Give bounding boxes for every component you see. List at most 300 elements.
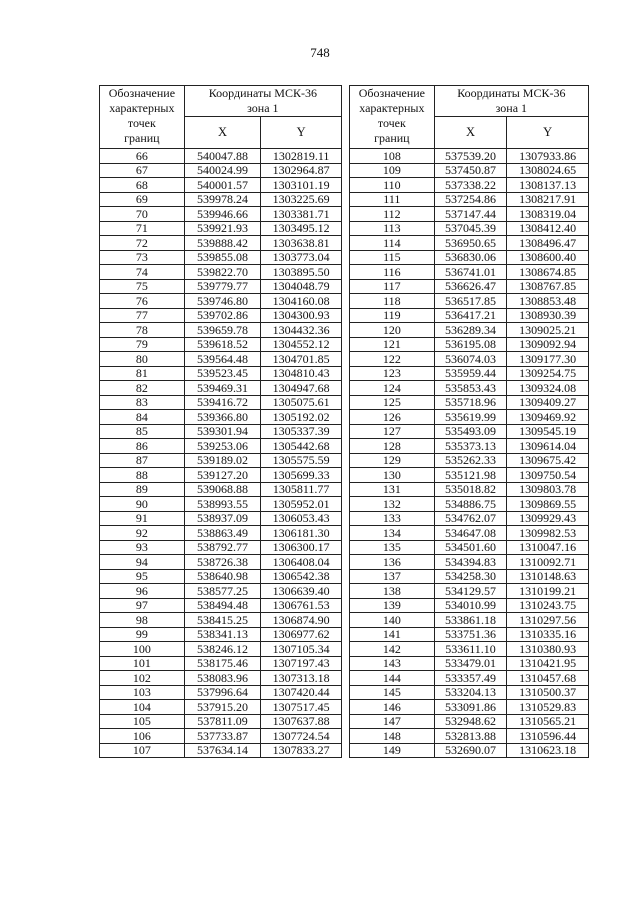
- point-number-cell: 141: [350, 627, 435, 642]
- x-coordinate-cell: 535373.13: [434, 439, 507, 454]
- point-number-cell: 148: [350, 729, 435, 744]
- x-coordinate-cell: 535718.96: [434, 395, 507, 410]
- y-coordinate-cell: 1304160.08: [261, 294, 342, 309]
- x-coordinate-cell: 539068.88: [184, 482, 261, 497]
- x-coordinate-cell: 536626.47: [434, 279, 507, 294]
- y-coordinate-cell: 1306977.62: [261, 627, 342, 642]
- y-coordinate-cell: 1310335.16: [507, 627, 589, 642]
- y-coordinate-cell: 1303773.04: [261, 250, 342, 265]
- x-coordinate-cell: 539946.66: [184, 207, 261, 222]
- x-coordinate-cell: 532813.88: [434, 729, 507, 744]
- y-coordinate-cell: 1306761.53: [261, 598, 342, 613]
- header-point-designation: [100, 86, 185, 149]
- y-coordinate-cell: 1303895.50: [261, 265, 342, 280]
- point-number-cell: 102: [100, 671, 185, 686]
- table-row: [350, 685, 589, 700]
- table-row: [100, 337, 342, 352]
- table-row: [100, 714, 342, 729]
- point-number-cell: 136: [350, 555, 435, 570]
- point-number-cell: 131: [350, 482, 435, 497]
- table-row: [350, 569, 589, 584]
- table-row: [350, 163, 589, 178]
- x-coordinate-cell: 540001.57: [184, 178, 261, 193]
- y-coordinate-cell: 1309469.92: [507, 410, 589, 425]
- x-coordinate-cell: 539189.02: [184, 453, 261, 468]
- x-coordinate-cell: 539822.70: [184, 265, 261, 280]
- x-coordinate-cell: 533204.13: [434, 685, 507, 700]
- y-coordinate-cell: 1308767.85: [507, 279, 589, 294]
- table-row: [100, 671, 342, 686]
- x-coordinate-cell: 539702.86: [184, 308, 261, 323]
- point-number-cell: 66: [100, 149, 185, 164]
- point-number-cell: 126: [350, 410, 435, 425]
- table-body-left: [100, 149, 342, 758]
- point-number-cell: 76: [100, 294, 185, 309]
- x-coordinate-cell: 537450.87: [434, 163, 507, 178]
- point-number-cell: 112: [350, 207, 435, 222]
- point-number-cell: 79: [100, 337, 185, 352]
- x-coordinate-cell: 533751.36: [434, 627, 507, 642]
- y-coordinate-cell: 1310529.83: [507, 700, 589, 715]
- x-coordinate-cell: 535262.33: [434, 453, 507, 468]
- header-coord-line: Координаты МСК-36: [208, 86, 317, 100]
- table-row: [100, 381, 342, 396]
- table-row: [100, 192, 342, 207]
- header-coordinates: [184, 86, 341, 117]
- table-row: [350, 453, 589, 468]
- table-row: [100, 497, 342, 512]
- table-row: [350, 555, 589, 570]
- x-coordinate-cell: 533611.10: [434, 642, 507, 657]
- table-row: [100, 613, 342, 628]
- y-coordinate-cell: 1305075.61: [261, 395, 342, 410]
- x-coordinate-cell: 539127.20: [184, 468, 261, 483]
- x-coordinate-cell: 534394.83: [434, 555, 507, 570]
- table-row: [100, 511, 342, 526]
- table-row: [100, 149, 342, 164]
- header-x: X: [434, 117, 507, 149]
- table-row: [350, 294, 589, 309]
- header-point-line: характерных: [359, 101, 425, 115]
- y-coordinate-cell: 1309675.42: [507, 453, 589, 468]
- header-point-line: границ: [124, 131, 160, 145]
- table-row: [100, 584, 342, 599]
- table-row: [350, 540, 589, 555]
- table-row: [350, 221, 589, 236]
- point-number-cell: 93: [100, 540, 185, 555]
- point-number-cell: 105: [100, 714, 185, 729]
- x-coordinate-cell: 537539.20: [434, 149, 507, 164]
- x-coordinate-cell: 537254.86: [434, 192, 507, 207]
- point-number-cell: 91: [100, 511, 185, 526]
- x-coordinate-cell: 533091.86: [434, 700, 507, 715]
- table-row: [100, 526, 342, 541]
- y-coordinate-cell: 1309177.30: [507, 352, 589, 367]
- y-coordinate-cell: 1310199.21: [507, 584, 589, 599]
- x-coordinate-cell: 532948.62: [434, 714, 507, 729]
- x-coordinate-cell: 538083.96: [184, 671, 261, 686]
- y-coordinate-cell: 1308600.40: [507, 250, 589, 265]
- y-coordinate-cell: 1310457.68: [507, 671, 589, 686]
- table-row: [350, 250, 589, 265]
- table-row: [350, 743, 589, 758]
- y-coordinate-cell: 1305575.59: [261, 453, 342, 468]
- point-number-cell: 95: [100, 569, 185, 584]
- x-coordinate-cell: 540024.99: [184, 163, 261, 178]
- point-number-cell: 87: [100, 453, 185, 468]
- point-number-cell: 124: [350, 381, 435, 396]
- point-number-cell: 89: [100, 482, 185, 497]
- point-number-cell: 122: [350, 352, 435, 367]
- table-row: [350, 671, 589, 686]
- y-coordinate-cell: 1310148.63: [507, 569, 589, 584]
- y-coordinate-cell: 1310380.93: [507, 642, 589, 657]
- x-coordinate-cell: 537045.39: [434, 221, 507, 236]
- point-number-cell: 135: [350, 540, 435, 555]
- x-coordinate-cell: 539416.72: [184, 395, 261, 410]
- page-number: 748: [310, 45, 330, 60]
- point-number-cell: 116: [350, 265, 435, 280]
- point-number-cell: 85: [100, 424, 185, 439]
- table-row: [100, 352, 342, 367]
- table-row: [350, 236, 589, 251]
- table-row: [100, 163, 342, 178]
- y-coordinate-cell: 1307313.18: [261, 671, 342, 686]
- x-coordinate-cell: 539659.78: [184, 323, 261, 338]
- y-coordinate-cell: 1309982.53: [507, 526, 589, 541]
- y-coordinate-cell: 1308412.40: [507, 221, 589, 236]
- table-row: [350, 656, 589, 671]
- y-coordinate-cell: 1307637.88: [261, 714, 342, 729]
- y-coordinate-cell: 1308217.91: [507, 192, 589, 207]
- point-number-cell: 82: [100, 381, 185, 396]
- x-coordinate-cell: 537338.22: [434, 178, 507, 193]
- y-coordinate-cell: 1309254.75: [507, 366, 589, 381]
- table-row: [100, 178, 342, 193]
- header-point-line: характерных: [109, 101, 175, 115]
- point-number-cell: 137: [350, 569, 435, 584]
- point-number-cell: 94: [100, 555, 185, 570]
- point-number-cell: 104: [100, 700, 185, 715]
- x-coordinate-cell: 538993.55: [184, 497, 261, 512]
- x-coordinate-cell: 538640.98: [184, 569, 261, 584]
- x-coordinate-cell: 539366.80: [184, 410, 261, 425]
- y-coordinate-cell: 1310596.44: [507, 729, 589, 744]
- x-coordinate-cell: 534501.60: [434, 540, 507, 555]
- point-number-cell: 128: [350, 439, 435, 454]
- table-row: [350, 511, 589, 526]
- x-coordinate-cell: 532690.07: [434, 743, 507, 758]
- table-row: [350, 439, 589, 454]
- x-coordinate-cell: 535493.09: [434, 424, 507, 439]
- point-number-cell: 108: [350, 149, 435, 164]
- x-coordinate-cell: 536074.03: [434, 352, 507, 367]
- header-y: Y: [261, 117, 342, 149]
- point-number-cell: 106: [100, 729, 185, 744]
- x-coordinate-cell: 539253.06: [184, 439, 261, 454]
- x-coordinate-cell: 539888.42: [184, 236, 261, 251]
- x-coordinate-cell: 535959.44: [434, 366, 507, 381]
- y-coordinate-cell: 1304432.36: [261, 323, 342, 338]
- point-number-cell: 115: [350, 250, 435, 265]
- x-coordinate-cell: 539523.45: [184, 366, 261, 381]
- y-coordinate-cell: 1308024.65: [507, 163, 589, 178]
- x-coordinate-cell: 538175.46: [184, 656, 261, 671]
- point-number-cell: 84: [100, 410, 185, 425]
- coordinates-table-right: [349, 85, 589, 758]
- table-row: [100, 743, 342, 758]
- table-row: [100, 265, 342, 280]
- table-row: [100, 308, 342, 323]
- y-coordinate-cell: 1310243.75: [507, 598, 589, 613]
- y-coordinate-cell: 1308853.48: [507, 294, 589, 309]
- table-row: [350, 598, 589, 613]
- table-row: [350, 729, 589, 744]
- x-coordinate-cell: 535853.43: [434, 381, 507, 396]
- y-coordinate-cell: 1304552.12: [261, 337, 342, 352]
- y-coordinate-cell: 1304810.43: [261, 366, 342, 381]
- point-number-cell: 81: [100, 366, 185, 381]
- y-coordinate-cell: 1303101.19: [261, 178, 342, 193]
- x-coordinate-cell: 534010.99: [434, 598, 507, 613]
- y-coordinate-cell: 1309545.19: [507, 424, 589, 439]
- point-number-cell: 120: [350, 323, 435, 338]
- header-point-line: точек: [377, 116, 406, 130]
- point-number-cell: 72: [100, 236, 185, 251]
- point-number-cell: 99: [100, 627, 185, 642]
- y-coordinate-cell: 1302964.87: [261, 163, 342, 178]
- point-number-cell: 119: [350, 308, 435, 323]
- header-coordinates: [434, 86, 588, 117]
- table-row: [100, 279, 342, 294]
- x-coordinate-cell: 538415.25: [184, 613, 261, 628]
- point-number-cell: 123: [350, 366, 435, 381]
- y-coordinate-cell: 1307197.43: [261, 656, 342, 671]
- y-coordinate-cell: 1306408.04: [261, 555, 342, 570]
- point-number-cell: 70: [100, 207, 185, 222]
- x-coordinate-cell: 536830.06: [434, 250, 507, 265]
- table-row: [350, 308, 589, 323]
- y-coordinate-cell: 1306639.40: [261, 584, 342, 599]
- x-coordinate-cell: 535121.98: [434, 468, 507, 483]
- x-coordinate-cell: 538726.38: [184, 555, 261, 570]
- point-number-cell: 144: [350, 671, 435, 686]
- y-coordinate-cell: 1306181.30: [261, 526, 342, 541]
- x-coordinate-cell: 536195.08: [434, 337, 507, 352]
- point-number-cell: 88: [100, 468, 185, 483]
- point-number-cell: 149: [350, 743, 435, 758]
- y-coordinate-cell: 1310623.18: [507, 743, 589, 758]
- x-coordinate-cell: 538246.12: [184, 642, 261, 657]
- table-row: [350, 627, 589, 642]
- header-point-line: Обозначение: [108, 86, 176, 100]
- y-coordinate-cell: 1309869.55: [507, 497, 589, 512]
- point-number-cell: 101: [100, 656, 185, 671]
- table-row: [350, 207, 589, 222]
- y-coordinate-cell: 1310500.37: [507, 685, 589, 700]
- point-number-cell: 107: [100, 743, 185, 758]
- point-number-cell: 75: [100, 279, 185, 294]
- y-coordinate-cell: 1302819.11: [261, 149, 342, 164]
- x-coordinate-cell: 538937.09: [184, 511, 261, 526]
- point-number-cell: 130: [350, 468, 435, 483]
- point-number-cell: 98: [100, 613, 185, 628]
- y-coordinate-cell: 1305192.02: [261, 410, 342, 425]
- point-number-cell: 121: [350, 337, 435, 352]
- point-number-cell: 90: [100, 497, 185, 512]
- y-coordinate-cell: 1307517.45: [261, 700, 342, 715]
- table-row: [100, 439, 342, 454]
- point-number-cell: 146: [350, 700, 435, 715]
- y-coordinate-cell: 1308137.13: [507, 178, 589, 193]
- table-row: [100, 656, 342, 671]
- table-row: [100, 323, 342, 338]
- table-row: [100, 221, 342, 236]
- x-coordinate-cell: 533479.01: [434, 656, 507, 671]
- table-row: [100, 250, 342, 265]
- point-number-cell: 127: [350, 424, 435, 439]
- x-coordinate-cell: 539301.94: [184, 424, 261, 439]
- table-row: [350, 265, 589, 280]
- y-coordinate-cell: 1306542.38: [261, 569, 342, 584]
- x-coordinate-cell: 534762.07: [434, 511, 507, 526]
- point-number-cell: 110: [350, 178, 435, 193]
- x-coordinate-cell: 535018.82: [434, 482, 507, 497]
- y-coordinate-cell: 1310092.71: [507, 555, 589, 570]
- point-number-cell: 71: [100, 221, 185, 236]
- table-row: [100, 410, 342, 425]
- point-number-cell: 140: [350, 613, 435, 628]
- x-coordinate-cell: 537811.09: [184, 714, 261, 729]
- table-row: [100, 642, 342, 657]
- y-coordinate-cell: 1308496.47: [507, 236, 589, 251]
- table-row: [350, 323, 589, 338]
- point-number-cell: 138: [350, 584, 435, 599]
- y-coordinate-cell: 1309750.54: [507, 468, 589, 483]
- point-number-cell: 73: [100, 250, 185, 265]
- table-row: [100, 627, 342, 642]
- x-coordinate-cell: 536950.65: [434, 236, 507, 251]
- point-number-cell: 96: [100, 584, 185, 599]
- table-row: [350, 714, 589, 729]
- y-coordinate-cell: 1303495.12: [261, 221, 342, 236]
- y-coordinate-cell: 1308319.04: [507, 207, 589, 222]
- point-number-cell: 142: [350, 642, 435, 657]
- x-coordinate-cell: 539618.52: [184, 337, 261, 352]
- point-number-cell: 86: [100, 439, 185, 454]
- table-row: [100, 482, 342, 497]
- table-row: [100, 236, 342, 251]
- table-row: [100, 395, 342, 410]
- table-row: [350, 279, 589, 294]
- x-coordinate-cell: 539978.24: [184, 192, 261, 207]
- table-row: [350, 337, 589, 352]
- point-number-cell: 145: [350, 685, 435, 700]
- x-coordinate-cell: 536289.34: [434, 323, 507, 338]
- point-number-cell: 80: [100, 352, 185, 367]
- y-coordinate-cell: 1304048.79: [261, 279, 342, 294]
- y-coordinate-cell: 1303638.81: [261, 236, 342, 251]
- table-row: [100, 366, 342, 381]
- y-coordinate-cell: 1307105.34: [261, 642, 342, 657]
- y-coordinate-cell: 1303381.71: [261, 207, 342, 222]
- x-coordinate-cell: 537996.64: [184, 685, 261, 700]
- x-coordinate-cell: 538792.77: [184, 540, 261, 555]
- table-row: [350, 381, 589, 396]
- y-coordinate-cell: 1310047.16: [507, 540, 589, 555]
- table-row: [100, 453, 342, 468]
- point-number-cell: 134: [350, 526, 435, 541]
- point-number-cell: 125: [350, 395, 435, 410]
- point-number-cell: 97: [100, 598, 185, 613]
- y-coordinate-cell: 1304701.85: [261, 352, 342, 367]
- y-coordinate-cell: 1305811.77: [261, 482, 342, 497]
- point-number-cell: 83: [100, 395, 185, 410]
- y-coordinate-cell: 1306300.17: [261, 540, 342, 555]
- point-number-cell: 67: [100, 163, 185, 178]
- table-row: [350, 352, 589, 367]
- y-coordinate-cell: 1304947.68: [261, 381, 342, 396]
- table-row: [350, 149, 589, 164]
- x-coordinate-cell: 537147.44: [434, 207, 507, 222]
- x-coordinate-cell: 539921.93: [184, 221, 261, 236]
- point-number-cell: 117: [350, 279, 435, 294]
- table-row: [100, 468, 342, 483]
- x-coordinate-cell: 534647.08: [434, 526, 507, 541]
- header-coord-line: Координаты МСК-36: [457, 86, 566, 100]
- table-row: [350, 584, 589, 599]
- header-point-line: Обозначение: [358, 86, 425, 100]
- table-row: [100, 685, 342, 700]
- point-number-cell: 143: [350, 656, 435, 671]
- x-coordinate-cell: 533357.49: [434, 671, 507, 686]
- x-coordinate-cell: 540047.88: [184, 149, 261, 164]
- y-coordinate-cell: 1310565.21: [507, 714, 589, 729]
- table-row: [100, 569, 342, 584]
- x-coordinate-cell: 534258.30: [434, 569, 507, 584]
- y-coordinate-cell: 1303225.69: [261, 192, 342, 207]
- header-point-designation: [350, 86, 435, 149]
- point-number-cell: 77: [100, 308, 185, 323]
- table-row: [100, 424, 342, 439]
- y-coordinate-cell: 1309803.78: [507, 482, 589, 497]
- y-coordinate-cell: 1310421.95: [507, 656, 589, 671]
- header-x: X: [184, 117, 261, 149]
- x-coordinate-cell: 536741.01: [434, 265, 507, 280]
- table-row: [350, 613, 589, 628]
- table-row: [350, 468, 589, 483]
- y-coordinate-cell: 1304300.93: [261, 308, 342, 323]
- point-number-cell: 69: [100, 192, 185, 207]
- table-row: [350, 700, 589, 715]
- header-y: Y: [507, 117, 589, 149]
- y-coordinate-cell: 1305337.39: [261, 424, 342, 439]
- table-row: [350, 642, 589, 657]
- y-coordinate-cell: 1306053.43: [261, 511, 342, 526]
- table-row: [350, 482, 589, 497]
- table-row: [100, 555, 342, 570]
- y-coordinate-cell: 1309025.21: [507, 323, 589, 338]
- point-number-cell: 74: [100, 265, 185, 280]
- y-coordinate-cell: 1307933.86: [507, 149, 589, 164]
- x-coordinate-cell: 534886.75: [434, 497, 507, 512]
- table-row: [350, 178, 589, 193]
- point-number-cell: 103: [100, 685, 185, 700]
- point-number-cell: 132: [350, 497, 435, 512]
- table-row: [350, 366, 589, 381]
- x-coordinate-cell: 539746.80: [184, 294, 261, 309]
- y-coordinate-cell: 1307724.54: [261, 729, 342, 744]
